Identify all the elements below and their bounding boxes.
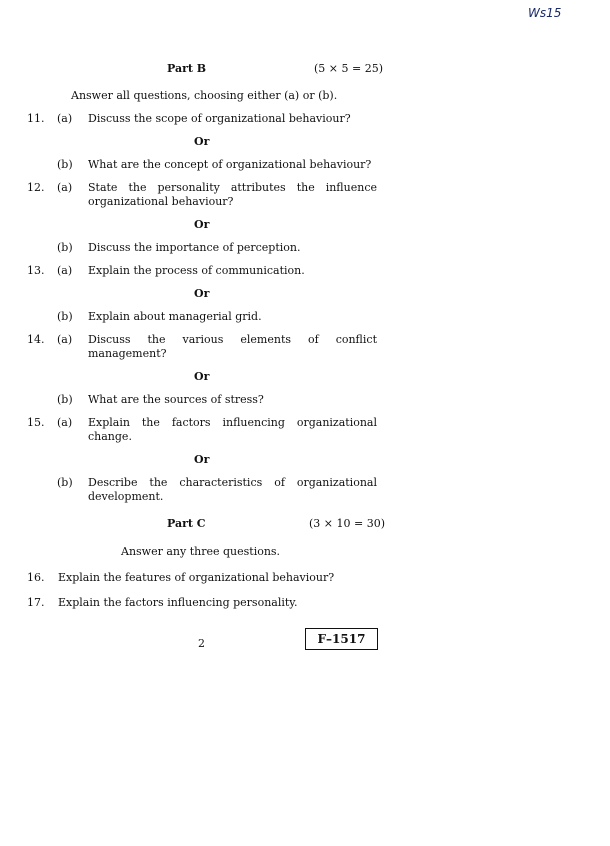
question-number: 12. — [27, 181, 45, 194]
question-11b: What are the concept of organizational behaviour? — [88, 158, 372, 171]
question-15b: Describe the characteristics of organizational development. — [88, 476, 377, 503]
or-label: Or — [194, 135, 210, 148]
handwritten-code: Ws15 — [528, 6, 562, 20]
question-15a: Explain the factors influencing organizational change. — [88, 416, 377, 443]
question-16: Explain the features of organizational behaviour? — [58, 571, 335, 584]
question-14b: What are the sources of stress? — [88, 393, 264, 406]
or-label: Or — [194, 287, 210, 300]
question-12b: Discuss the importance of perception. — [88, 241, 301, 254]
option-a-label: (a) — [57, 264, 73, 277]
question-number: 14. — [27, 333, 45, 346]
question-number: 15. — [27, 416, 45, 429]
option-b-label: (b) — [57, 310, 73, 323]
part-c-instruction: Answer any three questions. — [121, 545, 281, 558]
option-b-label: (b) — [57, 241, 73, 254]
page-number: 2 — [198, 637, 205, 650]
question-17: Explain the factors influencing personality. — [58, 596, 298, 609]
question-number: 16. — [27, 571, 45, 584]
option-b-label: (b) — [57, 476, 73, 489]
question-14a: Discuss the various elements of conflict management? — [88, 333, 377, 360]
or-label: Or — [194, 370, 210, 383]
part-c-marks: (3 × 10 = 30) — [309, 517, 385, 530]
option-b-label: (b) — [57, 158, 73, 171]
question-number: 17. — [27, 596, 45, 609]
question-13b: Explain about managerial grid. — [88, 310, 262, 323]
question-13a: Explain the process of communication. — [88, 264, 305, 277]
option-b-label: (b) — [57, 393, 73, 406]
option-a-label: (a) — [57, 416, 73, 429]
part-b-instruction: Answer all questions, choosing either (a) or (b). — [71, 89, 338, 102]
question-number: 13. — [27, 264, 45, 277]
part-b-marks: (5 × 5 = 25) — [314, 62, 383, 75]
option-a-label: (a) — [57, 333, 73, 346]
paper-code-box: F–1517 — [305, 628, 378, 650]
or-label: Or — [194, 453, 210, 466]
question-number: 11. — [27, 112, 45, 125]
option-a-label: (a) — [57, 112, 73, 125]
part-b-title: Part B — [167, 62, 207, 75]
or-label: Or — [194, 218, 210, 231]
question-12a: State the personality attributes the influence organizational behaviour? — [88, 181, 377, 208]
part-c-title: Part C — [167, 517, 206, 530]
question-11a: Discuss the scope of organizational behaviour? — [88, 112, 351, 125]
option-a-label: (a) — [57, 181, 73, 194]
